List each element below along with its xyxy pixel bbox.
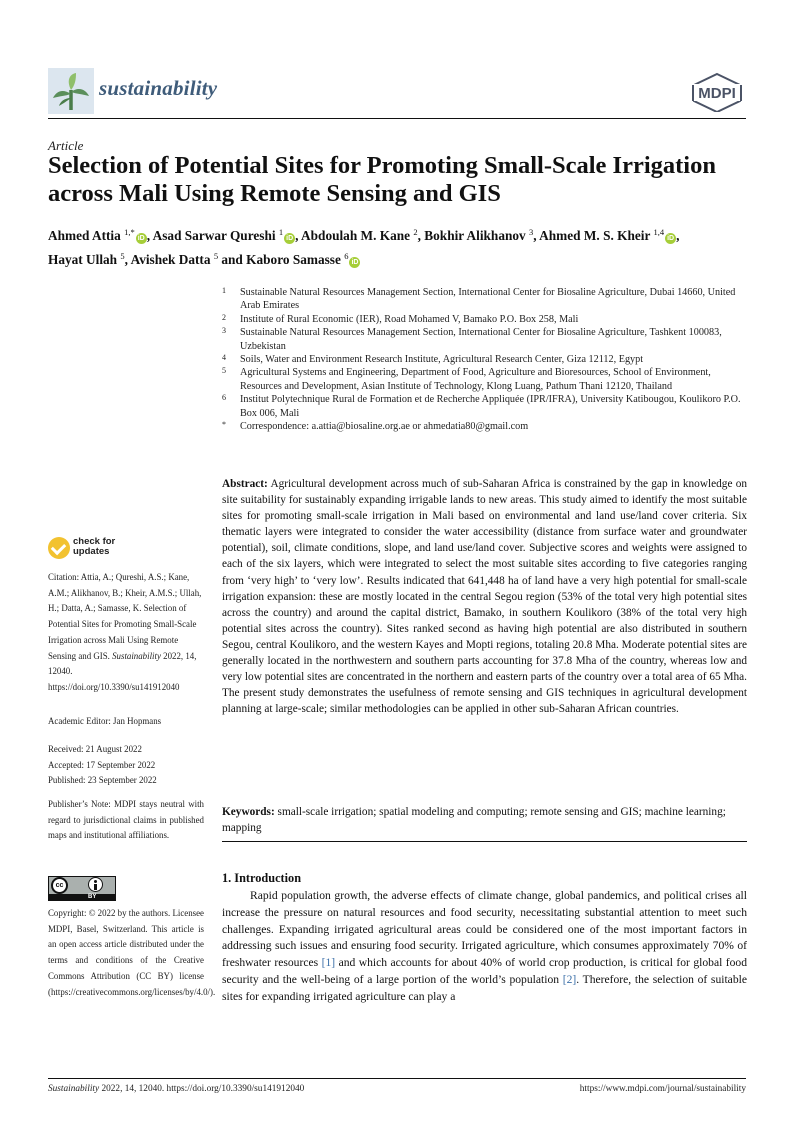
abstract-text: Agricultural development across much of sub-Saharan Africa is constrained by the gap in knowledge on site suitability for sustainably expanding irrigable lands to new areas. This study aimed to identify the most suitable sites for promoting small-scale irrigation in Mali based on environmental and land use/land cover criteria. Six thematic layers were integrated to consider the water accessibility (distance from surface water and groundwater potential), soil, climate conditions, slope, and land use/land cover. Subjective scores and weights were assigned to each of the six layers, which were integrated to select the most suitable sites according to five categories ranging from ‘very high’ to ‘very low’. Results indicated that 641,448 ha of land have a very high potential for small-scale irrigation expansion: these are mostly located in the central Segou region (53% of the total very high potential sites across the country) and around the capital district, Bamako, in southern Koulikoro (38% of the total very high potential sites across the country). Sites ranked second as having high potential are also distributed in southern Segou, central Koulikoro, and the western Kayes and Mopti regions, totaling 20.8 Mha. Moderate potential sites are generally located in the northwestern and southern parts accounting for 37.8 Mha of the country, whereas low and very low potential sites are concentrated in the northern and eastern parts of the country over a total area of 65 Mha. The present study demonstrates the usefulness of remote sensing and GIS techniques in agricultural development planning at large-scale; similar methodologies can be applied in other sub-Saharan African countries.	[222, 478, 748, 716]
footer-divider	[48, 1078, 746, 1079]
affiliation-item: 1 Sustainable Natural Resources Management Section, International Center for Biosaline Agriculture, Dubai 14660, United Arab Emirates	[222, 286, 736, 312]
mdpi-logo	[688, 72, 746, 112]
keywords	[222, 804, 747, 836]
publication-dates	[48, 742, 204, 789]
check-for-updates-button[interactable]: check for updates	[48, 537, 122, 561]
author: Ahmed M. S. Kheir $^{1,4}$iD	[539, 227, 675, 243]
checkmark-icon	[48, 537, 70, 559]
footer-citation: Sustainability 2022, 14, 12040. https://doi.org/10.3390/su141912040	[48, 1084, 305, 1094]
keywords-text: small-scale irrigation; spatial modeling and computing; remote sensing and GIS; machine learning; mapping	[222, 806, 726, 835]
section-divider	[222, 841, 747, 842]
attribution-person-icon	[88, 877, 103, 892]
journal-logo	[48, 68, 94, 114]
abstract	[222, 476, 747, 717]
affiliations	[222, 286, 752, 433]
journal-name: sustainability	[99, 76, 218, 100]
published-date: Published: 23 September 2022	[48, 775, 157, 786]
creative-commons-icon: cc	[51, 877, 68, 894]
mdpi-logo-text: MDPI	[698, 85, 736, 102]
affiliation-item: 6 Institut Polytechnique Rural de Formation et de Recherche Appliquée (IPR/IFRA), University Katibougou, Koulikoro P.O. Box 006, Mali	[222, 393, 741, 419]
orcid-icon[interactable]: iD	[137, 235, 145, 242]
reference-link[interactable]: [2]	[562, 972, 577, 986]
author: Hayat Ullah $^5$	[48, 251, 125, 267]
affiliation-item: 5 Agricultural Systems and Engineering, Department of Food, Agriculture and Bioresources, School of Environment, Resources and Development, Asian Institute of Technology, Klong Luang, Pathum Thani 12120, Thailand	[222, 366, 711, 392]
author: Abdoulah M. Kane $^2$	[301, 227, 418, 243]
plant-icon	[48, 68, 94, 114]
keywords-label: Keywords:	[222, 806, 275, 818]
accepted-date: Accepted: 17 September 2022	[48, 759, 156, 770]
cc-by-license-badge[interactable]: cc BY	[48, 876, 116, 901]
author-list: Ahmed Attia $^{1,*}$iD , Asad Sarwar Qureshi $^1$iD , Abdoulah M. Kane $^2$, Bokhir Alikhanov $^3$, Ahmed M. S. Kheir $^{1,4}$iD , Hayat Ullah $^5$, Avishek Datta $^5$ and Kaboro Samasse $^6$iD	[48, 227, 680, 267]
footer-journal-url[interactable]: https://www.mdpi.com/journal/sustainability	[579, 1084, 746, 1094]
article-title: Selection of Potential Sites for Promoting Small-Scale Irrigation across Mali Using Remote Sensing and GIS	[48, 152, 716, 207]
orcid-icon[interactable]: iD	[667, 235, 675, 242]
reference-link[interactable]: [1]	[321, 956, 336, 970]
author: Ahmed Attia $^{1,*}$iD	[48, 227, 145, 243]
intro-paragraph: Rapid population growth, the adverse effects of climate change, global pandemics, and political crises all increase the pressure on natural resources and food security, necessitating substantial attention to meet such challenges. Expanding irrigated agricultural areas could be considered one of the most important factors in addressing such issues and ensuring food security. Irrigated agriculture, which consumes approximately 70% of freshwater resources [1] and which accounts for about 40% of world crop production, is critical for global food security and the well-being of a large portion of the world’s population [2]. Therefore, the selection of suitable sites for expanding irrigated agriculture can play a	[222, 889, 747, 1003]
citation: Citation: Attia, A.; Qureshi, A.S.; Kane, A.M.; Alikhanov, B.; Kheir, A.M.S.; Ullah, H.; Datta, A.; Samasse, K. Selection of Potential Sites for Promoting Small-Scale Irrigation across Mali Using Remote Sensing and GIS. Sustainability 2022, 14, 12040. https://doi.org/10.3390/su141912040	[48, 572, 202, 692]
received-date: Received: 21 August 2022	[48, 744, 142, 754]
section-heading: 1. Introduction	[222, 871, 302, 885]
article-type: Article	[48, 138, 84, 153]
author: Bokhir Alikhanov $^3$	[424, 227, 534, 243]
academic-editor: Academic Editor: Jan Hopmans	[48, 716, 162, 726]
author: Kaboro Samasse $^6$iD	[246, 251, 359, 267]
affiliation-item: 4 Soils, Water and Environment Research Institute, Agricultural Research Center, Giza 12112, Egypt	[222, 353, 644, 366]
header-divider	[48, 118, 746, 119]
abstract-label: Abstract:	[222, 478, 268, 490]
correspondence: * Correspondence: a.attia@biosaline.org.ae or ahmedatia80@gmail.com	[222, 420, 529, 433]
affiliation-item: 2 Institute of Rural Economic (IER), Road Mohamed V, Bamako P.O. Box 258, Mali	[222, 312, 579, 325]
copyright-notice: Copyright: © 2022 by the authors. Licensee MDPI, Basel, Switzerland. This article is an open access article distributed under the terms and conditions of the Creative Commons Attribution (CC BY) license (https://creativecommons.org/licenses/by/4.0/).	[48, 908, 216, 997]
author: Asad Sarwar Qureshi $^1$iD	[152, 227, 294, 243]
orcid-icon[interactable]: iD	[286, 235, 294, 242]
author: Avishek Datta $^5$	[130, 251, 219, 267]
affiliation-item: 3 Sustainable Natural Resources Management Section, International Center for Biosaline Agriculture, Tashkent 100083, Uzbekistan	[222, 326, 722, 352]
publishers-note: Publisher’s Note: MDPI stays neutral with regard to jurisdictional claims in published maps and institutional affiliations.	[48, 799, 204, 841]
orcid-icon[interactable]: iD	[351, 259, 359, 266]
